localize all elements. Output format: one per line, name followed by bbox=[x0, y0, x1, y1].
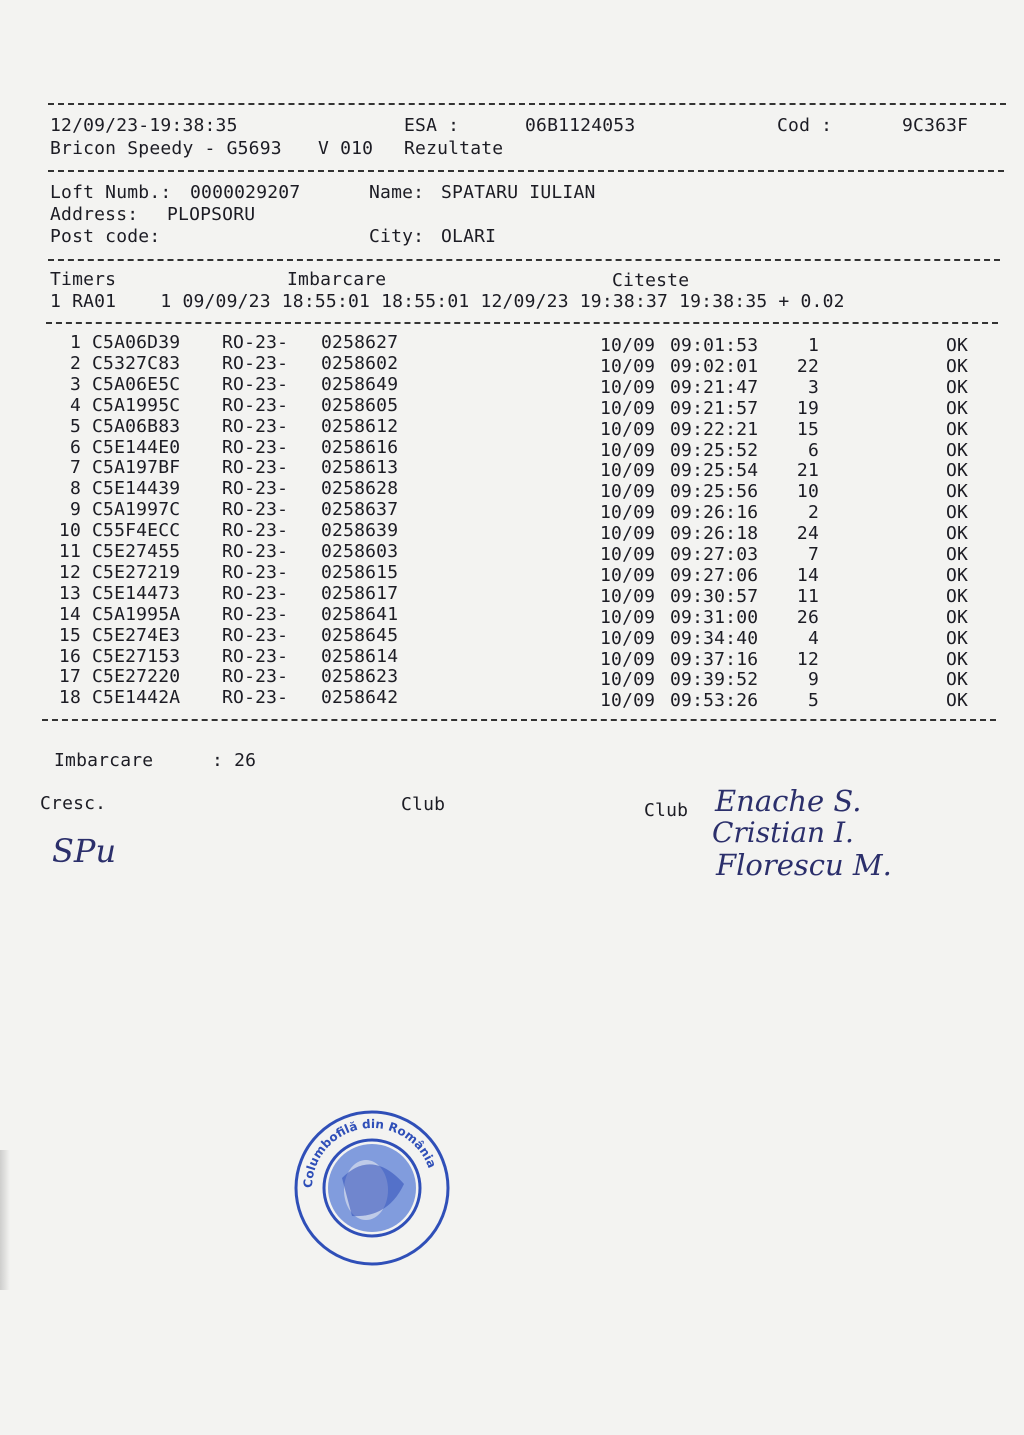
esa-value: 06B1124053 bbox=[525, 115, 636, 136]
cell-pos: 15 bbox=[796, 418, 819, 440]
cell-chip: C5E27455 bbox=[92, 541, 181, 562]
cell-date: 10/09 bbox=[600, 439, 656, 461]
cell-n: 8 bbox=[69, 478, 81, 500]
citeste-header: Citeste bbox=[612, 270, 690, 291]
timer-line: 1 RA01 1 09/09/23 18:55:01 18:55:01 12/09/23 19:38:37 19:38:35 + 0.02 bbox=[50, 291, 845, 312]
cell-n: 4 bbox=[69, 394, 81, 416]
cell-ring: RO-23- bbox=[222, 666, 289, 688]
cell-ring: RO-23- bbox=[222, 624, 289, 646]
cell-chip: C5A06E5C bbox=[92, 373, 181, 395]
cell-ring: RO-23- bbox=[222, 561, 289, 583]
cell-ring: RO-23- bbox=[222, 541, 289, 562]
address-value: PLOPSORU bbox=[167, 204, 256, 225]
club-label-1: Club bbox=[401, 794, 446, 815]
cell-pos: 22 bbox=[796, 355, 819, 377]
cell-status: OK bbox=[946, 690, 969, 712]
cell-ring: RO-23- bbox=[222, 373, 289, 395]
cell-status: OK bbox=[946, 439, 969, 461]
stamp-text: Columbofilă din România bbox=[300, 1116, 440, 1189]
cell-ring: RO-23- bbox=[222, 582, 289, 604]
cell-date: 10/09 bbox=[600, 523, 656, 545]
cell-num: 0258627 bbox=[321, 332, 399, 353]
cell-n: 10 bbox=[58, 520, 81, 542]
separator-top bbox=[48, 103, 1006, 105]
postcode-label: Post code: bbox=[50, 226, 161, 247]
cell-date: 10/09 bbox=[600, 460, 656, 482]
cell-status: OK bbox=[946, 627, 969, 649]
cell-date: 10/09 bbox=[600, 564, 656, 586]
cresc-signature: SPu bbox=[52, 832, 117, 870]
cell-ring: RO-23- bbox=[222, 499, 289, 521]
cell-time: 09:25:52 bbox=[670, 439, 759, 461]
cell-num: 0258641 bbox=[321, 603, 399, 625]
cell-time: 09:26:16 bbox=[670, 502, 759, 524]
cell-pos: 1 bbox=[807, 335, 819, 356]
cell-pos: 19 bbox=[796, 397, 819, 419]
cell-chip: C5E274E3 bbox=[92, 624, 181, 646]
cell-n: 5 bbox=[69, 415, 81, 437]
cell-num: 0258617 bbox=[321, 582, 399, 604]
cell-chip: C5E27153 bbox=[92, 645, 181, 667]
cell-date: 10/09 bbox=[600, 397, 656, 419]
cell-num: 0258645 bbox=[321, 624, 399, 646]
cell-status: OK bbox=[946, 669, 969, 691]
scan-edge-shadow bbox=[0, 1150, 10, 1290]
cell-chip: C5A1995A bbox=[92, 603, 181, 625]
club-signature-line-2: Cristian I. bbox=[712, 816, 854, 849]
cell-chip: C5A06B83 bbox=[92, 415, 181, 437]
device-name: Bricon Speedy - G5693 bbox=[50, 138, 282, 159]
cell-chip: C5327C83 bbox=[92, 352, 181, 374]
cell-n: 2 bbox=[69, 352, 81, 374]
cell-n: 1 bbox=[69, 332, 81, 353]
cell-pos: 26 bbox=[796, 606, 819, 628]
cell-num: 0258628 bbox=[321, 478, 399, 500]
cell-n: 6 bbox=[69, 436, 81, 458]
cell-num: 0258616 bbox=[321, 436, 399, 458]
cell-status: OK bbox=[946, 523, 969, 545]
cell-num: 0258637 bbox=[321, 499, 399, 521]
cresc-label: Cresc. bbox=[40, 793, 107, 814]
separator-results bbox=[42, 719, 996, 721]
cell-n: 18 bbox=[58, 687, 81, 709]
cell-pos: 12 bbox=[796, 648, 819, 670]
imbarcare-header: Imbarcare bbox=[287, 269, 387, 290]
cell-chip: C5E1442A bbox=[92, 687, 181, 709]
cell-num: 0258603 bbox=[321, 541, 399, 562]
timers-label: Timers bbox=[50, 269, 117, 290]
cell-date: 10/09 bbox=[600, 606, 656, 628]
cell-time: 09:31:00 bbox=[670, 606, 759, 628]
cell-time: 09:26:18 bbox=[670, 523, 759, 545]
city-value: OLARI bbox=[441, 226, 497, 247]
cell-pos: 14 bbox=[796, 564, 819, 586]
cell-num: 0258642 bbox=[321, 687, 399, 709]
cell-pos: 3 bbox=[807, 376, 819, 398]
cell-ring: RO-23- bbox=[222, 520, 289, 542]
cod-value: 9C363F bbox=[902, 115, 969, 136]
loft-number: 0000029207 bbox=[190, 182, 301, 203]
cell-time: 09:01:53 bbox=[670, 335, 759, 356]
cell-chip: C5A1995C bbox=[92, 394, 181, 416]
name-label: Name: bbox=[369, 182, 425, 203]
imbarcare-footer-label: Imbarcare bbox=[54, 750, 154, 771]
cell-pos: 6 bbox=[807, 439, 819, 461]
cell-num: 0258639 bbox=[321, 520, 399, 542]
cell-date: 10/09 bbox=[600, 481, 656, 503]
loft-label: Loft Numb.: bbox=[50, 182, 172, 203]
cell-num: 0258613 bbox=[321, 457, 399, 479]
owner-name: SPATARU IULIAN bbox=[441, 182, 596, 203]
cell-date: 10/09 bbox=[600, 355, 656, 377]
club-label-2: Club bbox=[644, 800, 689, 821]
cell-status: OK bbox=[946, 502, 969, 524]
cell-date: 10/09 bbox=[600, 418, 656, 440]
cell-time: 09:25:56 bbox=[670, 481, 759, 503]
cell-ring: RO-23- bbox=[222, 457, 289, 479]
imbarcare-count: : 26 bbox=[212, 750, 257, 771]
cell-n: 17 bbox=[58, 666, 81, 688]
cell-pos: 7 bbox=[807, 544, 819, 565]
cell-n: 3 bbox=[69, 373, 81, 395]
cell-time: 09:21:47 bbox=[670, 376, 759, 398]
cell-n: 12 bbox=[58, 561, 81, 583]
esa-label: ESA : bbox=[404, 115, 460, 136]
cell-pos: 5 bbox=[807, 690, 819, 712]
cell-pos: 2 bbox=[807, 502, 819, 524]
cell-status: OK bbox=[946, 335, 969, 356]
cell-status: OK bbox=[946, 648, 969, 670]
cell-time: 09:34:40 bbox=[670, 627, 759, 649]
cell-ring: RO-23- bbox=[222, 436, 289, 458]
city-label: City: bbox=[369, 226, 425, 247]
cell-date: 10/09 bbox=[600, 502, 656, 524]
cell-status: OK bbox=[946, 544, 969, 565]
cell-num: 0258615 bbox=[321, 561, 399, 583]
cell-n: 14 bbox=[58, 603, 81, 625]
cell-status: OK bbox=[946, 585, 969, 607]
cell-ring: RO-23- bbox=[222, 352, 289, 374]
cell-pos: 24 bbox=[796, 523, 819, 545]
club-signature-line-3: Florescu M. bbox=[716, 848, 892, 882]
cell-status: OK bbox=[946, 418, 969, 440]
separator-header bbox=[48, 170, 1004, 172]
cell-status: OK bbox=[946, 355, 969, 377]
cell-chip: C5E14439 bbox=[92, 478, 181, 500]
cell-n: 15 bbox=[58, 624, 81, 646]
federation-stamp bbox=[292, 1108, 452, 1268]
cell-chip: C55F4ECC bbox=[92, 520, 181, 542]
cell-n: 13 bbox=[58, 582, 81, 604]
cell-status: OK bbox=[946, 376, 969, 398]
cell-status: OK bbox=[946, 481, 969, 503]
cell-time: 09:37:16 bbox=[670, 648, 759, 670]
print-datetime: 12/09/23-19:38:35 bbox=[50, 115, 238, 136]
cell-date: 10/09 bbox=[600, 544, 656, 565]
cell-date: 10/09 bbox=[600, 690, 656, 712]
cell-time: 09:53:26 bbox=[670, 690, 759, 712]
report-type: Rezultate bbox=[404, 138, 504, 159]
cell-ring: RO-23- bbox=[222, 645, 289, 667]
separator-timers bbox=[46, 322, 998, 324]
cell-chip: C5A1997C bbox=[92, 499, 181, 521]
address-label: Address: bbox=[50, 204, 139, 225]
cell-pos: 21 bbox=[796, 460, 819, 482]
cell-pos: 10 bbox=[796, 481, 819, 503]
cell-date: 10/09 bbox=[600, 376, 656, 398]
cell-date: 10/09 bbox=[600, 648, 656, 670]
cell-time: 09:27:03 bbox=[670, 544, 759, 565]
cell-chip: C5E14473 bbox=[92, 582, 181, 604]
separator-owner bbox=[48, 259, 1000, 261]
cell-date: 10/09 bbox=[600, 669, 656, 691]
cell-chip: C5E27219 bbox=[92, 561, 181, 583]
cell-time: 09:39:52 bbox=[670, 669, 759, 691]
cell-time: 09:22:21 bbox=[670, 418, 759, 440]
cell-chip: C5A06D39 bbox=[92, 332, 181, 353]
cell-pos: 11 bbox=[796, 585, 819, 607]
cell-ring: RO-23- bbox=[222, 394, 289, 416]
cell-date: 10/09 bbox=[600, 627, 656, 649]
cell-pos: 4 bbox=[807, 627, 819, 649]
cell-date: 10/09 bbox=[600, 335, 656, 356]
cell-ring: RO-23- bbox=[222, 603, 289, 625]
cell-num: 0258614 bbox=[321, 645, 399, 667]
cell-num: 0258602 bbox=[321, 352, 399, 374]
cell-status: OK bbox=[946, 606, 969, 628]
cell-time: 09:02:01 bbox=[670, 355, 759, 377]
cell-num: 0258612 bbox=[321, 415, 399, 437]
cell-n: 11 bbox=[58, 541, 81, 562]
cell-status: OK bbox=[946, 460, 969, 482]
cell-pos: 9 bbox=[807, 669, 819, 691]
cell-date: 10/09 bbox=[600, 585, 656, 607]
cell-ring: RO-23- bbox=[222, 478, 289, 500]
cell-time: 09:21:57 bbox=[670, 397, 759, 419]
cell-time: 09:27:06 bbox=[670, 564, 759, 586]
cell-time: 09:25:54 bbox=[670, 460, 759, 482]
cell-ring: RO-23- bbox=[222, 415, 289, 437]
cell-chip: C5A197BF bbox=[92, 457, 181, 479]
cell-n: 7 bbox=[69, 457, 81, 479]
club-signature-line-1: Enache S. bbox=[715, 784, 862, 818]
cell-time: 09:30:57 bbox=[670, 585, 759, 607]
cell-status: OK bbox=[946, 564, 969, 586]
cell-n: 9 bbox=[69, 499, 81, 521]
cell-num: 0258623 bbox=[321, 666, 399, 688]
cod-label: Cod : bbox=[777, 115, 833, 136]
cell-ring: RO-23- bbox=[222, 332, 289, 353]
cell-chip: C5E27220 bbox=[92, 666, 181, 688]
firmware-version: V 010 bbox=[318, 138, 374, 159]
cell-ring: RO-23- bbox=[222, 687, 289, 709]
cell-num: 0258649 bbox=[321, 373, 399, 395]
cell-chip: C5E144E0 bbox=[92, 436, 181, 458]
cell-n: 16 bbox=[58, 645, 81, 667]
cell-status: OK bbox=[946, 397, 969, 419]
cell-num: 0258605 bbox=[321, 394, 399, 416]
